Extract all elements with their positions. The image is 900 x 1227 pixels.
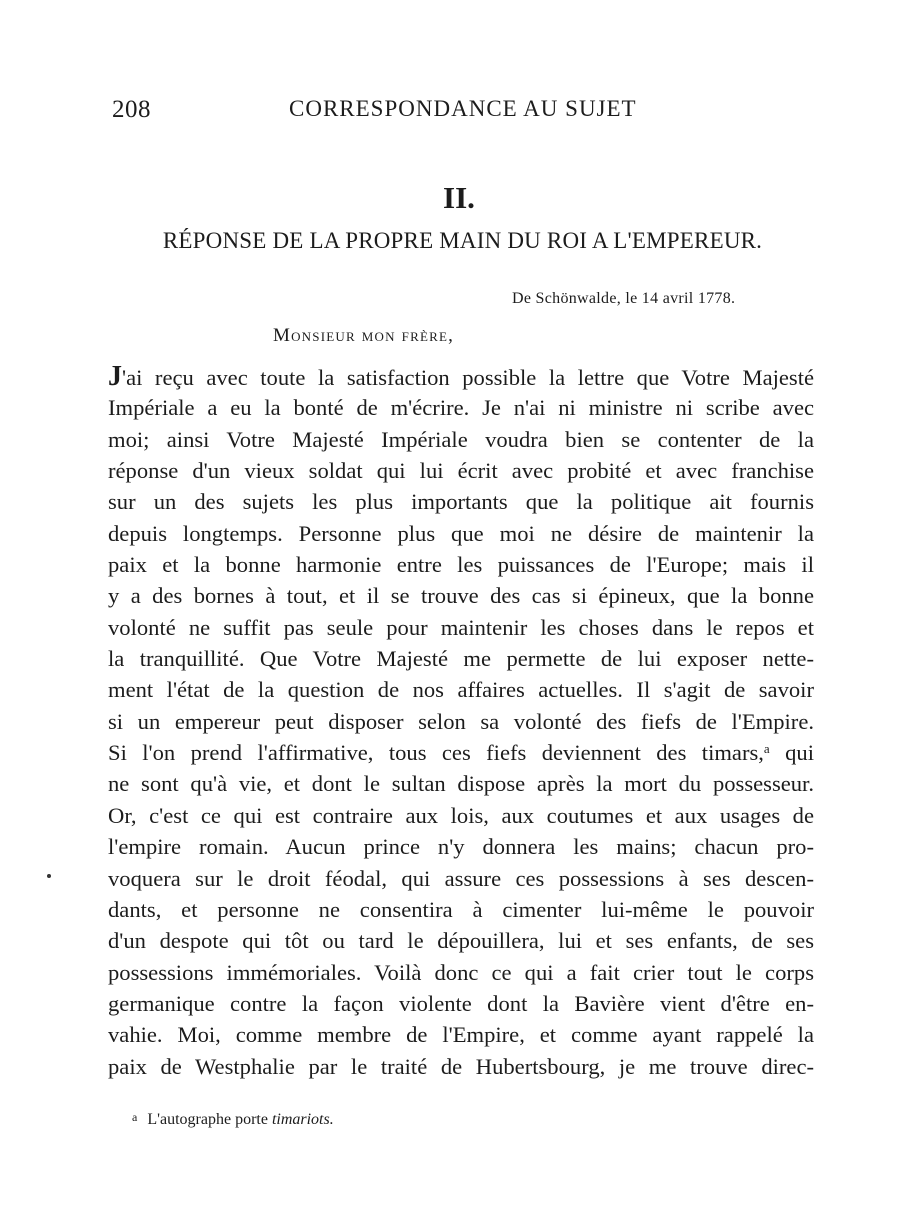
running-head [112, 96, 812, 130]
body-line: vahie. Moi, comme membre de l'Empire, et comme ayant rappelé la [108, 1022, 814, 1048]
body-line: ment l'état de la question de nos affaires actuelles. Il s'agit de savoir [108, 677, 814, 703]
body-line: sur un des sujets les plus importants que la politique ait fournis [108, 489, 814, 515]
body-line: paix et la bonne harmonie entre les puissances de l'Europe; mais il [108, 552, 814, 578]
footnote-line-text: Si l'on prend l'affirmative, tous ces fiefs deviennent des timars, [108, 740, 764, 766]
letter-body [108, 361, 814, 1082]
dateline: De Schönwalde, le 14 avril 1778. [512, 290, 736, 307]
body-line: si un empereur peut disposer selon sa volonté des fiefs de l'Empire. [108, 708, 814, 734]
drop-cap: J [108, 361, 122, 392]
footnote [132, 1110, 334, 1129]
body-line: dants, et personne ne consentira à cimenter lui-même le pouvoir [108, 896, 814, 922]
first-line-text: 'ai reçu avec toute la satisfaction possible la lettre que Votre Majesté [122, 365, 814, 390]
body-line: y a des bornes à tout, et il se trouve des cas si épineux, que la bonne [108, 583, 814, 609]
footnote-reference[interactable]: a [763, 741, 770, 757]
body-line: moi; ainsi Votre Majesté Impériale voudra bien se contenter de la [108, 426, 814, 452]
body-line: Impériale a eu la bonté de m'écrire. Je n'ai ni ministre ni scribe avec [108, 395, 814, 421]
page-number: 208 [112, 96, 151, 123]
body-line: la tranquillité. Que Votre Majesté me permette de lui exposer nette- [108, 646, 814, 672]
body-line: volonté ne suffit pas seule pour maintenir les choses dans le repos et [108, 614, 814, 640]
body-line: germanique contre la façon violente dont la Bavière vient d'être en- [108, 990, 814, 1016]
section-title: RÉPONSE DE LA PROPRE MAIN DU ROI A L'EMPEREUR. [162, 228, 763, 253]
body-line-with-footnote [108, 737, 814, 768]
salutation: Monsieur mon frère, [273, 325, 455, 346]
body-line [108, 361, 814, 392]
body-line: depuis longtemps. Personne plus que moi ne désire de maintenir la [108, 520, 814, 546]
body-line: l'empire romain. Aucun prince n'y donnera les mains; chacun pro- [108, 834, 814, 860]
footnote-line-tail: qui [769, 740, 814, 766]
body-line: ne sont qu'à vie, et dont le sultan dispose après la mort du possesseur. [108, 771, 814, 797]
running-title: CORRESPONDANCE AU SUJET [289, 96, 637, 121]
ink-speck [47, 874, 51, 878]
footnote-text: L'autographe porte [147, 1111, 268, 1128]
body-line: d'un despote qui tôt ou tard le dépouillera, lui et ses enfants, de ses [108, 928, 814, 954]
body-line: paix de Westphalie par le traité de Hubertsbourg, je me trouve direc- [108, 1053, 814, 1079]
body-line: Or, c'est ce qui est contraire aux lois, aux coutumes et aux usages de [108, 802, 814, 828]
body-line: possessions immémoriales. Voilà donc ce qui a fait crier tout le corps [108, 959, 814, 985]
body-line: voquera sur le droit féodal, qui assure ces possessions à ses descen- [108, 865, 814, 891]
section-number: II. [443, 180, 475, 215]
body-line: réponse d'un vieux soldat qui lui écrit avec probité et avec franchise [108, 458, 814, 484]
footnote-emphasis: timariots. [271, 1111, 334, 1128]
footnote-marker: a [132, 1110, 138, 1124]
